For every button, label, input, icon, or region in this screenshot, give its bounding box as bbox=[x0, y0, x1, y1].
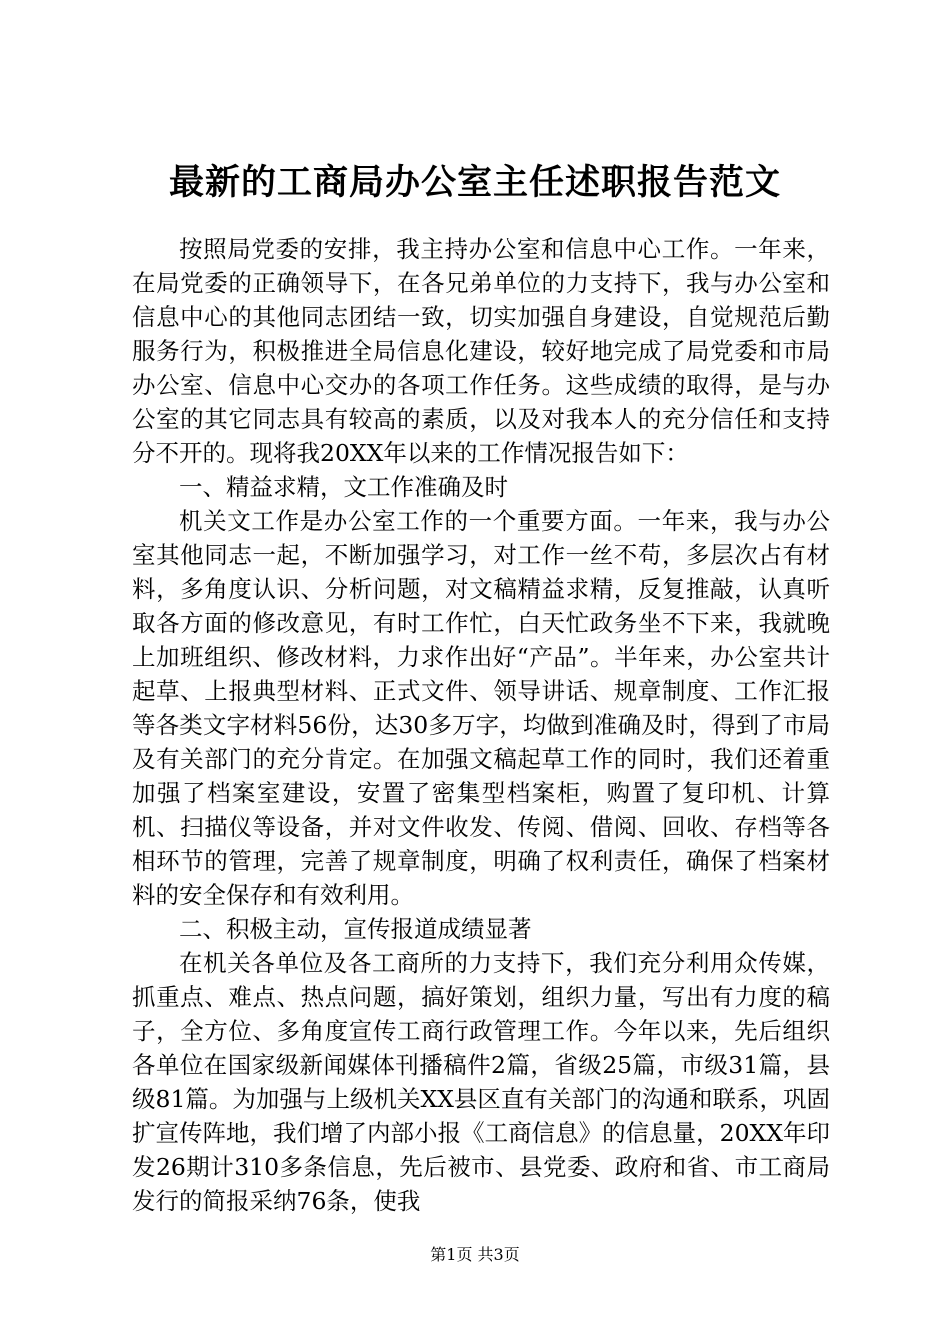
section-paragraph-2: 在机关各单位及各工商所的力支持下，我们充分利用众传媒，抓重点、难点、热点问题，搞好策划，组织力量，写出有力度的稿子，全方位、多角度宣传工商行政管理工作。今年以来，先后组织各单位在国家级新闻媒体刊播稿件2篇，省级25篇，市级31篇，县级81篇。为加强与上级机关XX县区直有关部门的沟通和联系，巩固扩宣传阵地，我们增了内部小报《工商信息》的信息量，20XX年印发26期计310多条信息，先后被市、县党委、政府和省、市工商局发行的简报采纳76条，使我 bbox=[132, 949, 830, 1215]
page-number: 第1页 共3页 bbox=[430, 1245, 520, 1264]
section-paragraph-1: 机关文工作是办公室工作的一个重要方面。一年来，我与办公室其他同志一起，不断加强学习，对工作一丝不苟，多层次占有材料，多角度认识、分析问题，对文稿精益求精，反复推敲，认真听取各方面的修改意见，有时工作忙，白天忙政务坐不下来，我就晚上加班组织、修改材料，力求作出好“产品”。半年来，办公室共计起草、上报典型材料、正式文件、领导讲话、规章制度、工作汇报等各类文字材料56份，达30多万字，均做到准确及时，得到了市局及有关部门的充分肯定。在加强文稿起草工作的同时，我们还着重加强了档案室建设，安置了密集型档案柜，购置了复印机、计算机、扫描仪等设备，并对文件收发、传阅、借阅、回收、存档等各相环节的管理，完善了规章制度，明确了权利责任，确保了档案材料的安全保存和有效利用。 bbox=[132, 507, 830, 909]
document-title: 最新的工商局办公室主任述职报告范文 bbox=[168, 162, 781, 203]
intro-paragraph: 按照局党委的安排，我主持办公室和信息中心工作。一年来，在局党委的正确领导下，在各兄弟单位的力支持下，我与办公室和信息中心的其他同志团结一致，切实加强自身建设，自觉规范后勤服务行为，积极推进全局信息化建设，较好地完成了局党委和市局办公室、信息中心交办的各项工作任务。这些成绩的取得，是与办公室的其它同志具有较高的素质，以及对我本人的充分信任和支持分不开的。现将我20XX年以来的工作情况报告如下： bbox=[132, 235, 830, 467]
section-heading-1: 一、精益求精，文工作准确及时 bbox=[179, 473, 508, 501]
document-body bbox=[132, 232, 830, 1218]
section-heading-2: 二、积极主动，宣传报道成绩显著 bbox=[179, 915, 532, 943]
